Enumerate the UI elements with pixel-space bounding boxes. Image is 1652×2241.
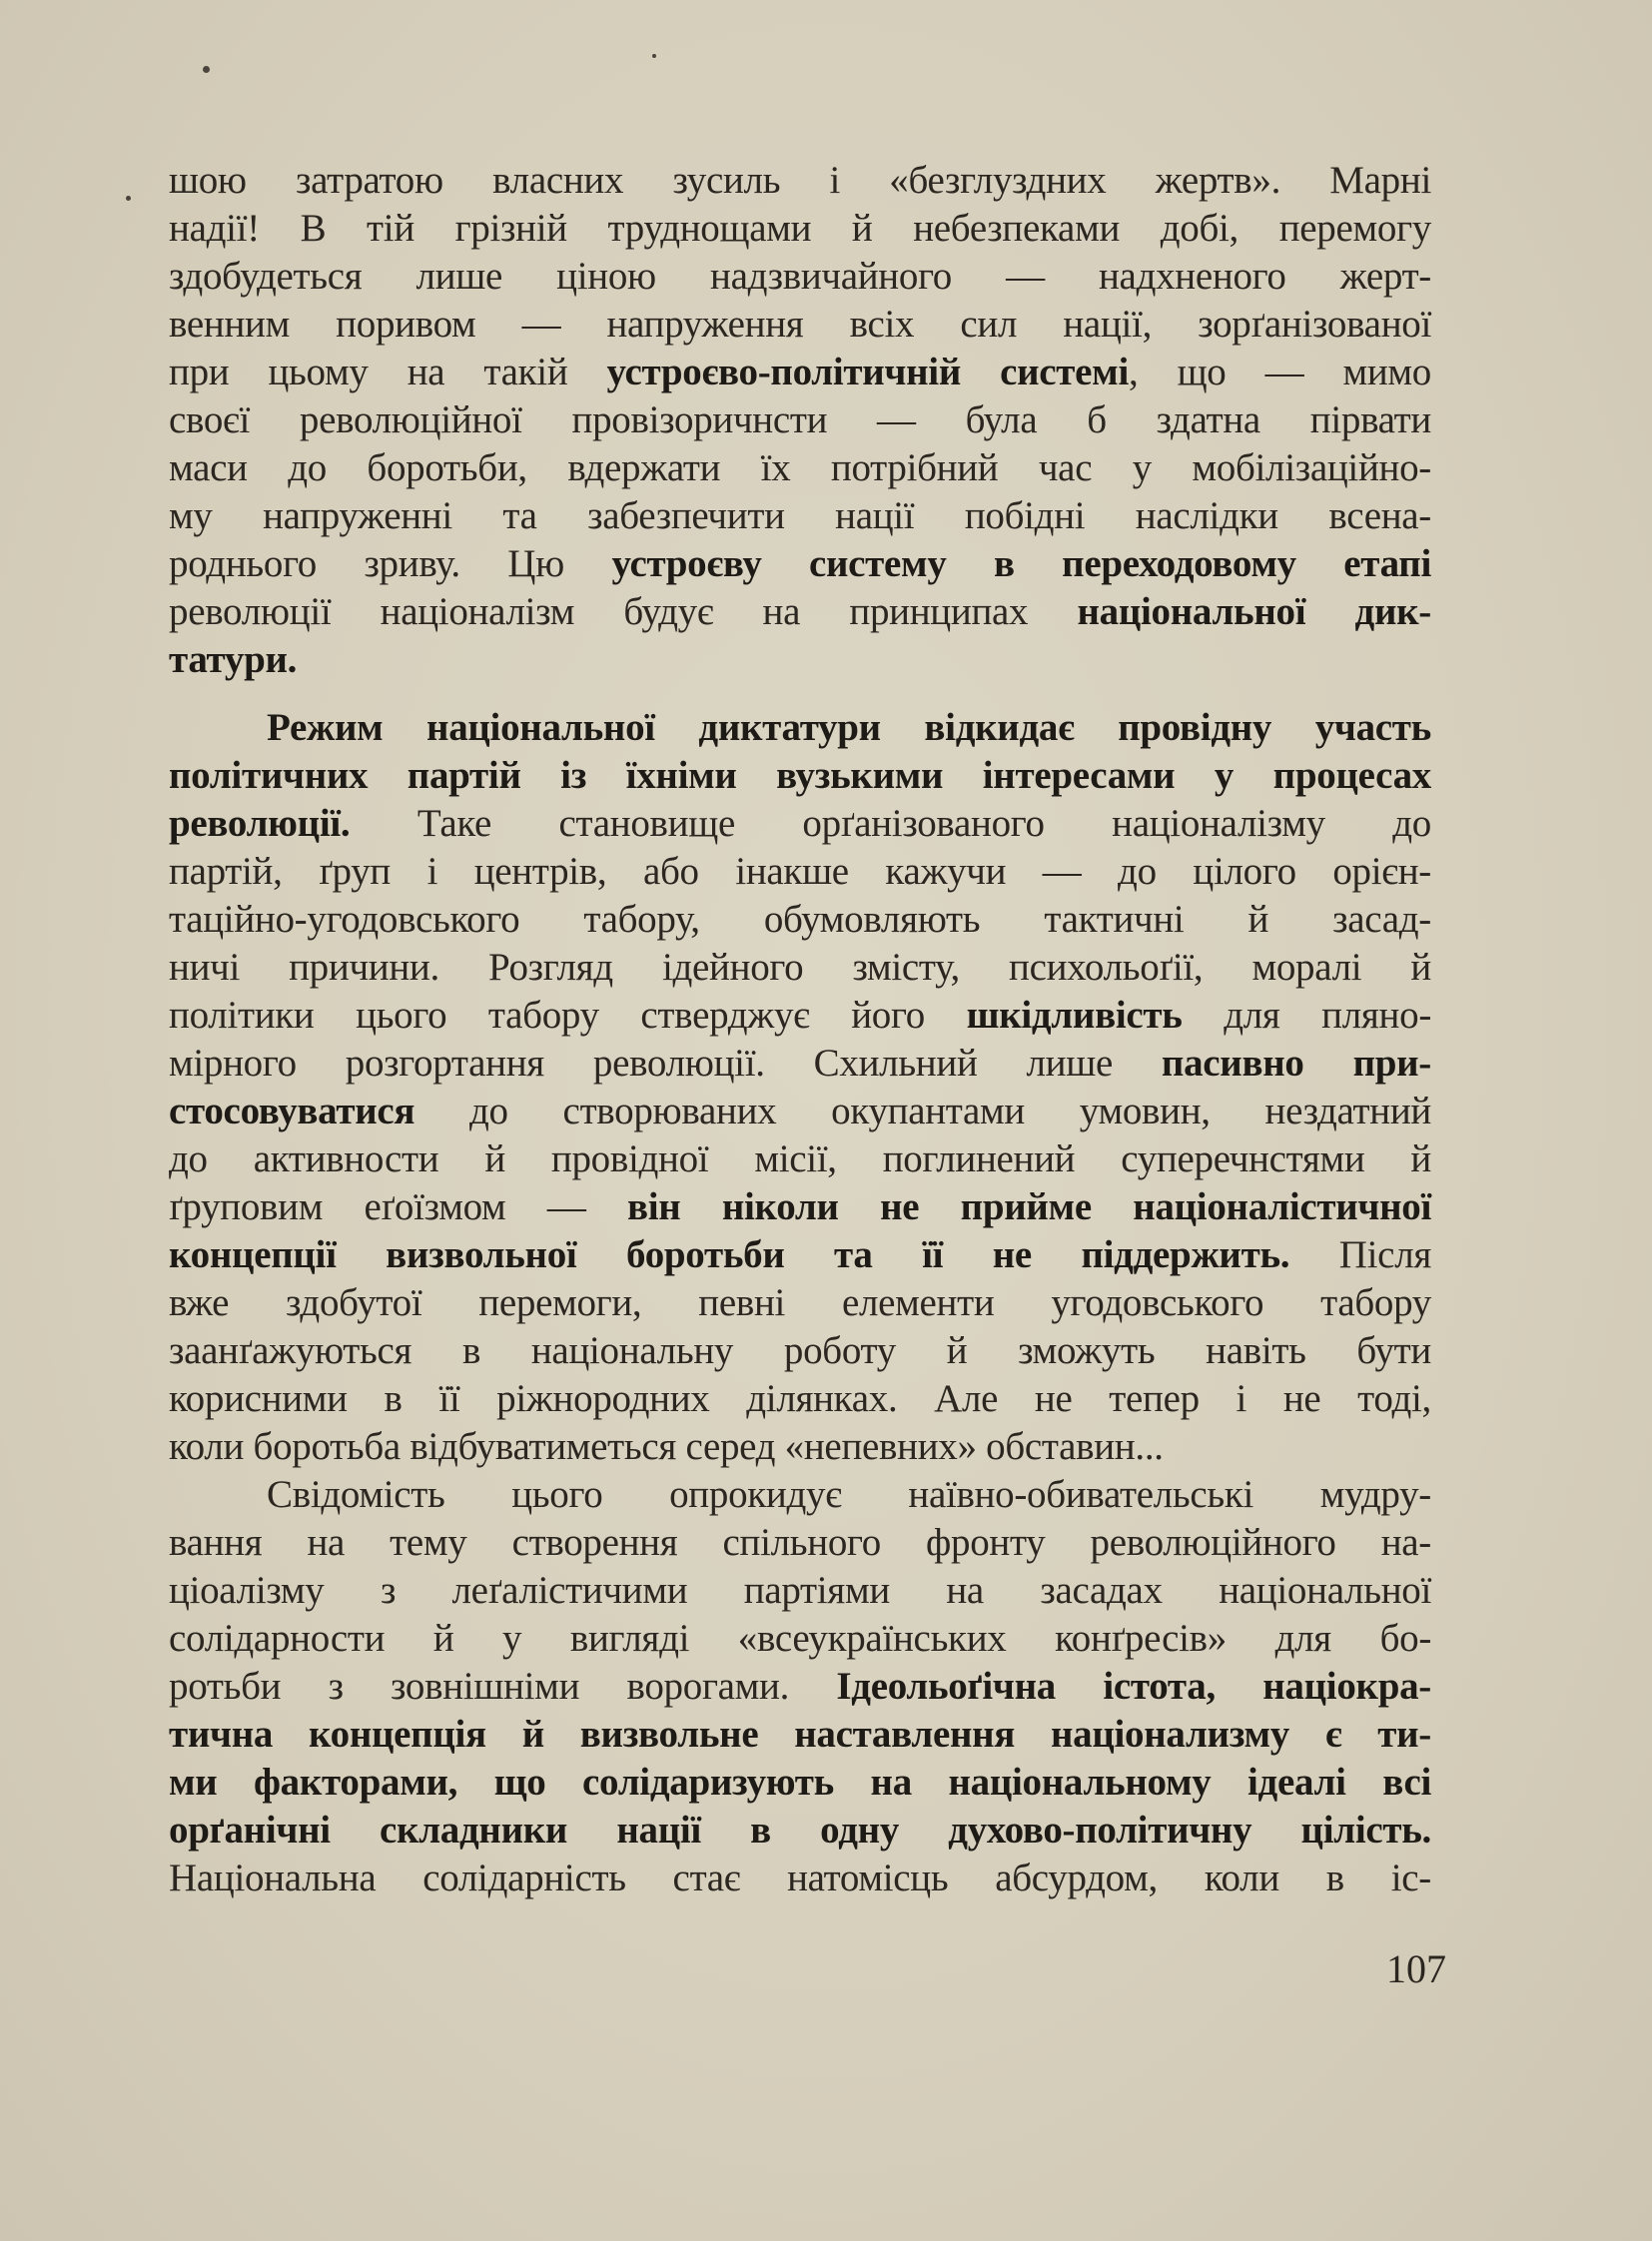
bold-text-segment: Ідеольоґічна істота, націокра- <box>836 1665 1431 1708</box>
bold-text-segment: концепції визвольної боротьби та її не піддержить. <box>169 1233 1290 1276</box>
text-segment: політики цього табору стверджує його <box>169 994 967 1037</box>
text-segment: до створюваних окупантами умовин, нездатний <box>414 1090 1431 1132</box>
bold-text-segment: устроєву систему в переходовому етапі <box>611 542 1431 585</box>
text-line <box>169 1471 1431 1519</box>
text-line <box>169 349 1431 396</box>
text-segment: вже здобутої перемоги, певні елементи угодовського табору <box>169 1281 1431 1324</box>
text-segment: роднього зриву. Цю <box>169 542 612 585</box>
text-line <box>169 1423 1431 1471</box>
text-segment: при цьому на такій <box>169 351 607 393</box>
text-line <box>169 540 1431 588</box>
print-speck <box>126 196 131 201</box>
page-number: 107 <box>1386 1946 1446 1991</box>
bold-text-segment: Режим національної диктатури відкидає провідну участь <box>267 706 1431 749</box>
text-segment: ґруповим еґоїзмом — <box>169 1185 627 1228</box>
text-segment: до активности й провідної місії, поглинений суперечнстями й <box>169 1137 1431 1180</box>
text-line <box>169 1855 1431 1902</box>
text-segment: венним поривом — напруження всіх сил нації, зорґанізованої <box>169 303 1431 346</box>
bold-text-segment: політичних партій із їхніми вузькими інтересами у процесах <box>169 754 1431 797</box>
text-line <box>169 636 1431 684</box>
text-line <box>169 1088 1431 1135</box>
bold-text-segment: шкідливість <box>966 994 1183 1037</box>
text-line <box>169 752 1431 800</box>
text-line <box>169 253 1431 301</box>
text-segment: , що — мимо <box>1128 351 1431 393</box>
text-segment: вання на тему створення спільного фронту революційного на- <box>169 1521 1431 1564</box>
bold-text-segment: устроєво-політичній системі <box>606 351 1129 393</box>
bold-text-segment: тична концепція й визвольне наставлення націонализму є ти- <box>169 1713 1431 1756</box>
text-segment: мірного розгортання революції. Схильний лише <box>169 1042 1162 1085</box>
text-segment: своєї революційної провізоричнсти — була б здатна пірвати <box>169 398 1431 441</box>
text-segment: революції націоналізм будує на принципах <box>169 590 1078 633</box>
bold-text-segment: національної дик- <box>1077 590 1431 633</box>
text-segment: ціоалізму з леґалістичими партіями на засадах національної <box>169 1569 1431 1612</box>
text-segment: надії! В тій грізній труднощами й небезпеками добі, перемогу <box>169 207 1431 250</box>
text-line <box>169 588 1431 636</box>
text-line <box>169 1135 1431 1183</box>
text-line <box>169 1615 1431 1663</box>
text-line <box>169 1183 1431 1231</box>
text-segment: Національна солідарність стає натомісць абсурдом, коли в іс- <box>169 1857 1431 1899</box>
text-segment: ничі причини. Розгляд ідейного змісту, психольоґії, моралі й <box>169 946 1431 989</box>
text-segment: ротьби з зовнішніми ворогами. <box>169 1665 837 1708</box>
text-line <box>169 444 1431 492</box>
text-line <box>169 157 1431 205</box>
print-speck <box>203 66 210 73</box>
bold-text-segment: орґанічні складники нації в одну духово-політичну цілість. <box>169 1809 1431 1852</box>
text-segment: для пляно- <box>1182 994 1432 1037</box>
text-line <box>169 704 1431 752</box>
text-line <box>169 800 1431 848</box>
text-segment: корисними в її ріжнородних ділянках. Але не тепер і не тоді, <box>169 1377 1431 1420</box>
bold-text-segment: татури. <box>169 638 298 681</box>
text-segment: таційно-угодовського табору, обумовляють тактичні й засад- <box>169 898 1431 941</box>
text-line <box>169 992 1431 1040</box>
text-segment: здобудеться лише ціною надзвичайного — надхненого жерт- <box>169 255 1431 298</box>
text-line <box>169 1663 1431 1711</box>
text-segment: Таке становище орґанізованого націоналізму до <box>350 802 1431 845</box>
text-line <box>169 1807 1431 1855</box>
text-line <box>169 301 1431 349</box>
text-segment: Після <box>1289 1233 1431 1276</box>
text-line <box>169 1567 1431 1615</box>
bold-text-segment: ми факторами, що солідаризують на національному ідеалі всі <box>169 1761 1431 1804</box>
text-line <box>169 848 1431 896</box>
bold-text-segment: революції. <box>169 802 351 845</box>
text-segment: Свідомість цього опрокидує наївно-обивательські мудру- <box>267 1473 1431 1516</box>
bold-text-segment: стосовуватися <box>169 1090 415 1132</box>
text-line <box>169 205 1431 253</box>
text-line <box>169 396 1431 444</box>
bold-text-segment: він ніколи не прийме націоналістичної <box>626 1185 1431 1228</box>
text-line <box>169 1519 1431 1567</box>
text-line <box>169 1375 1431 1423</box>
text-segment: солідарности й у вигляді «всеукраїнських конґресів» для бо- <box>169 1617 1431 1660</box>
text-segment: партій, ґруп і центрів, або інакше кажучи — до цілого орієн- <box>169 850 1431 893</box>
text-segment: му напруженні та забезпечити нації побідні наслідки всена- <box>169 494 1431 537</box>
text-segment: коли боротьба відбуватиметься серед «непевних» обставин... <box>169 1425 1164 1468</box>
text-segment: маси до боротьби, вдержати їх потрібний час у мобілізаційно- <box>169 446 1431 489</box>
text-line <box>169 1231 1431 1279</box>
text-line <box>169 1759 1431 1807</box>
text-line <box>169 492 1431 540</box>
text-segment: шою затратою власних зусиль і «безглуздних жертв». Марні <box>169 159 1431 202</box>
body-text <box>169 157 1431 1902</box>
bold-text-segment: пасивно при- <box>1161 1042 1431 1085</box>
text-line <box>169 896 1431 944</box>
print-speck <box>652 54 656 58</box>
text-line <box>169 1327 1431 1375</box>
text-line <box>169 944 1431 992</box>
text-line <box>169 1040 1431 1088</box>
text-line <box>169 1279 1431 1327</box>
text-line <box>169 1711 1431 1759</box>
text-segment: заанґажуються в національну роботу й зможуть навіть бути <box>169 1329 1431 1372</box>
